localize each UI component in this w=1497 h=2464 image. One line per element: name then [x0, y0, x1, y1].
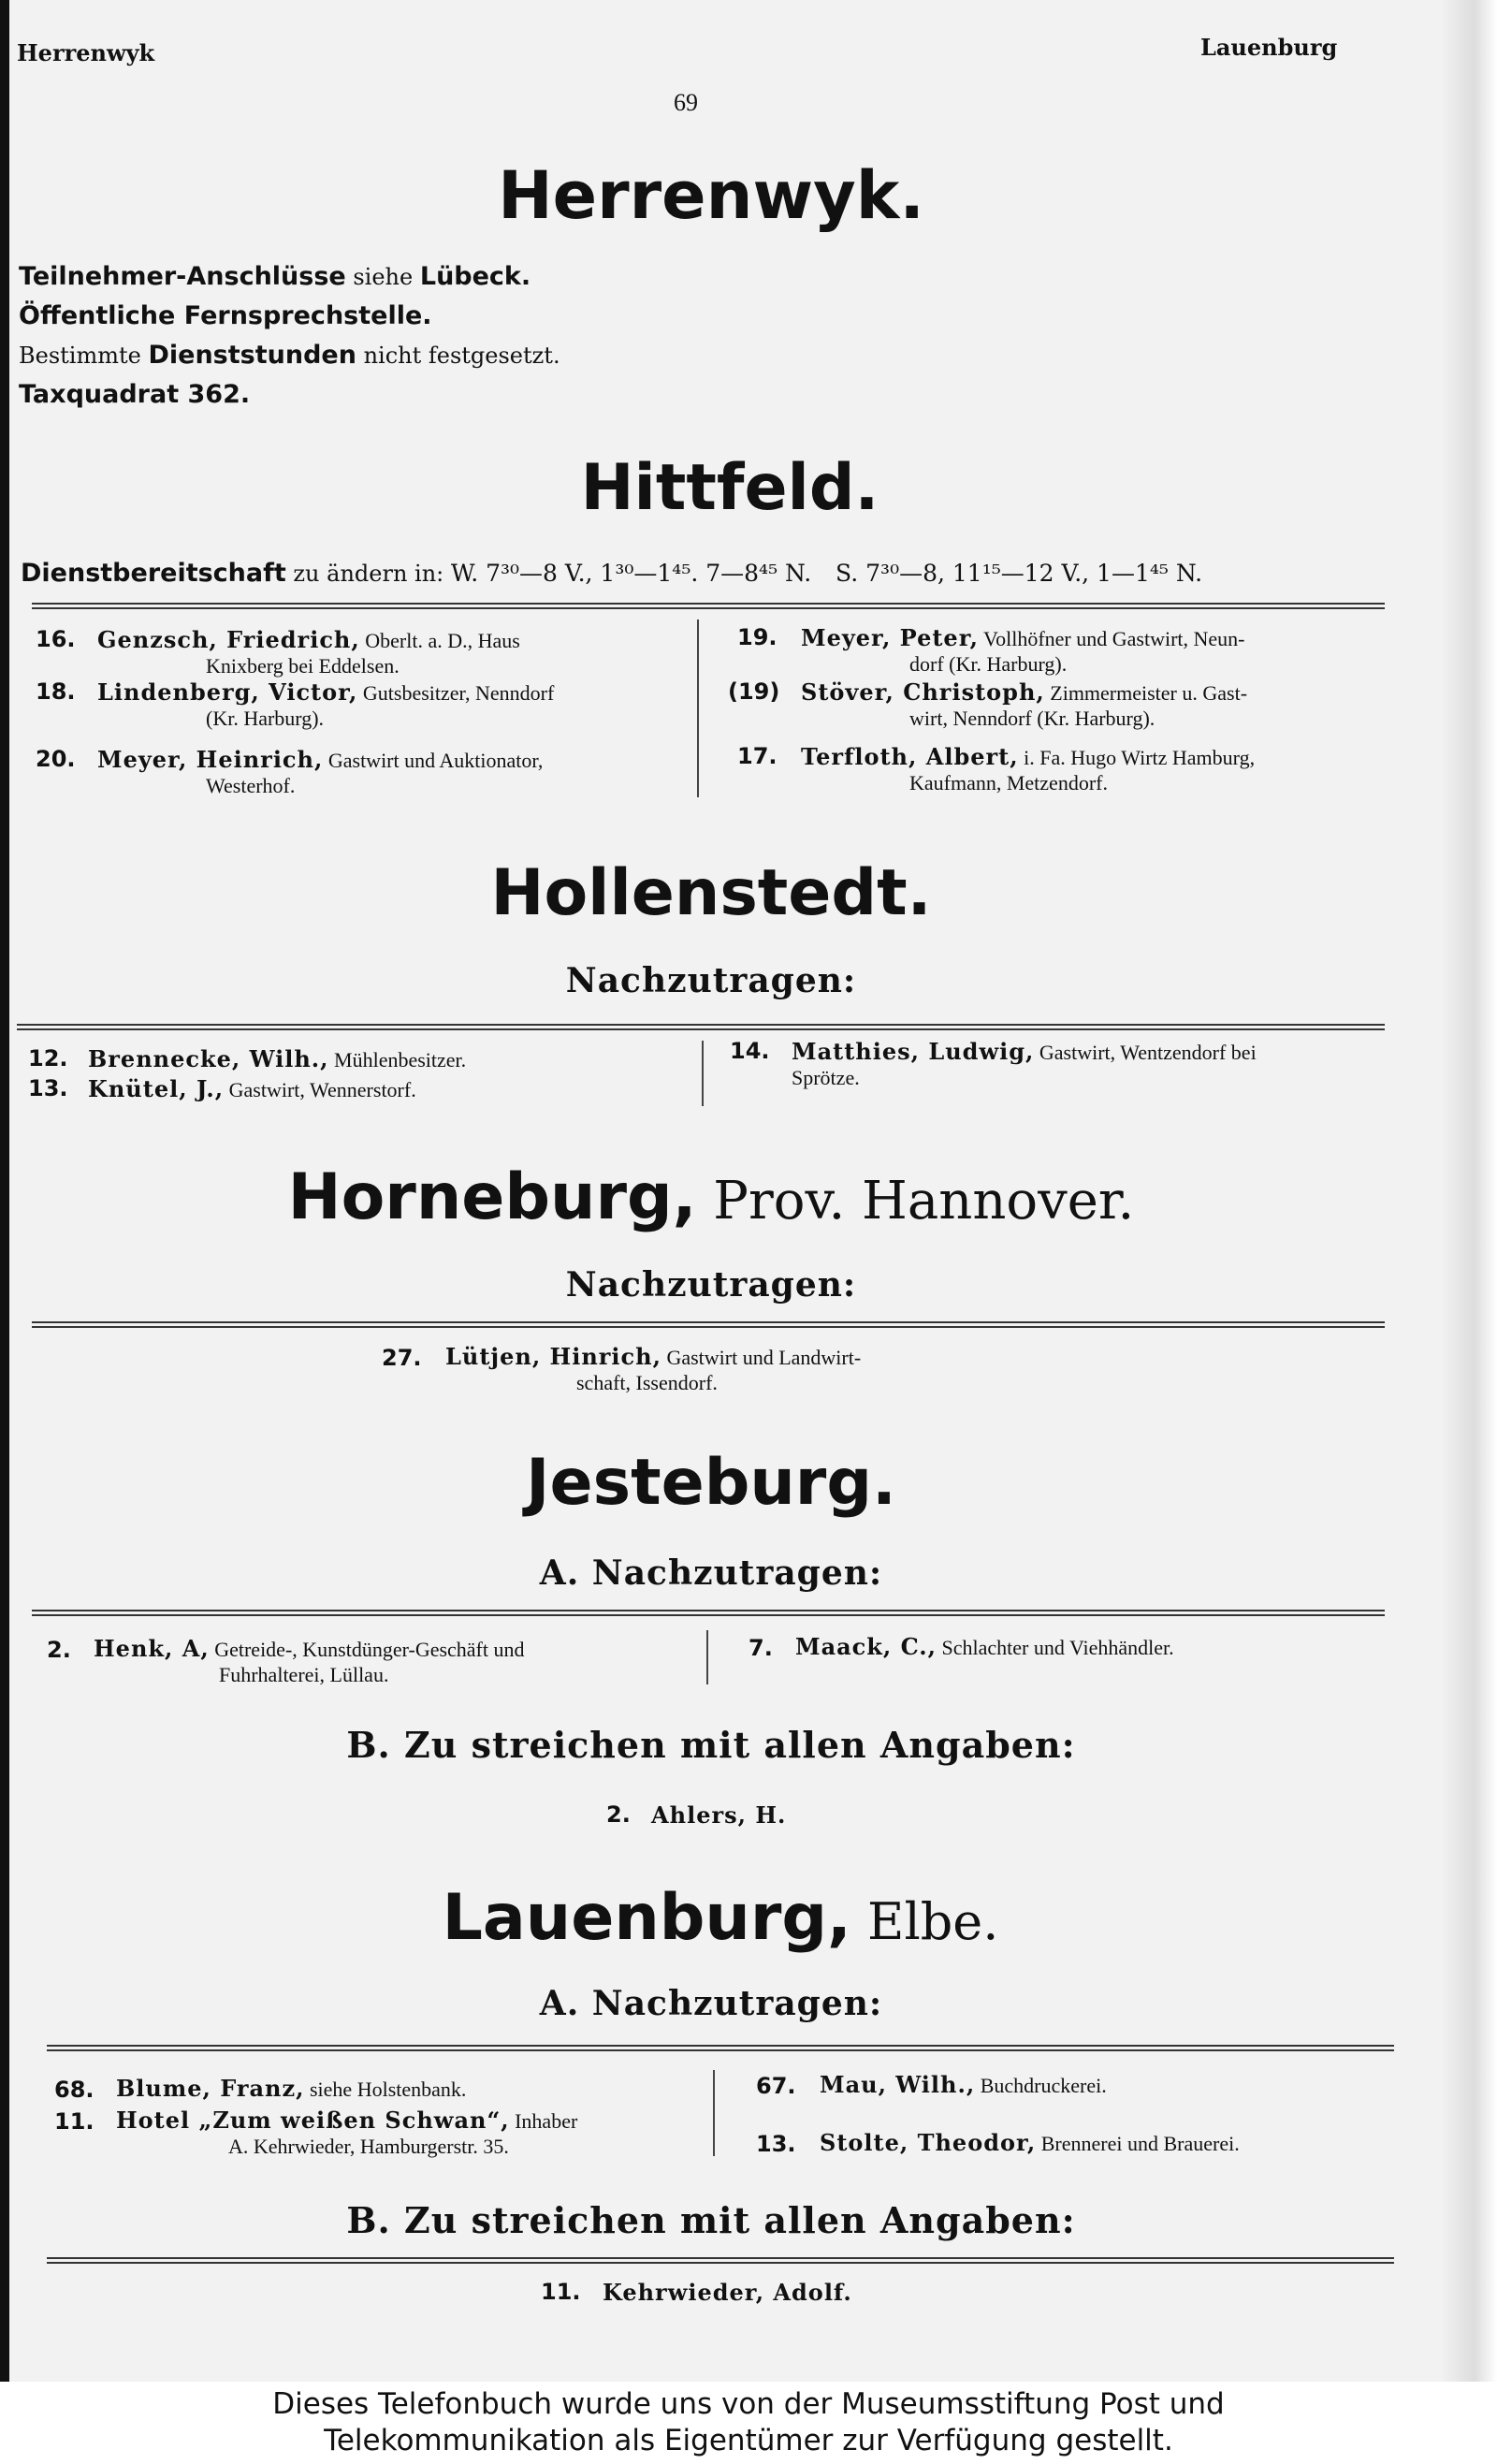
herrenwyk-line-1-normal: siehe — [345, 264, 420, 290]
entry-number: 11. — [541, 2279, 581, 2305]
entry-name: Meyer, Heinrich, — [97, 746, 324, 773]
entry-number: 12. — [28, 1045, 68, 1072]
entry-number: 14. — [730, 1038, 770, 1064]
entry-name: Lütjen, Hinrich, — [445, 1343, 661, 1370]
herrenwyk-line-3-bold: Dienststunden — [148, 341, 356, 370]
entry-name: Blume, Franz, — [116, 2075, 305, 2102]
entry-number: 18. — [36, 678, 76, 705]
entry-detail: Gastwirt, Wennerstorf. — [224, 1078, 416, 1101]
lauenburg-title-main: Lauenburg, — [442, 1881, 851, 1955]
hollenstedt-subhead: Nachzutragen: — [565, 961, 857, 1000]
hittfeld-service-hours — [21, 559, 1202, 588]
horneburg-title-main: Horneburg, — [287, 1160, 697, 1234]
herrenwyk-line-1-bold2: Lübeck. — [419, 262, 531, 291]
entry-name: Brennecke, Wilh., — [88, 1045, 329, 1072]
lauenburg-subhead-a: A. Nachzutragen: — [539, 1984, 883, 2023]
entry-number: (19) — [728, 678, 780, 705]
footer-line-1: Dieses Telefonbuch wurde uns von der Museumsstiftung Post und — [272, 2387, 1225, 2421]
entry-number: 2. — [47, 1637, 71, 1663]
entry-name: Stöver, Christoph, — [801, 678, 1045, 706]
entry-detail: Gastwirt und Auktionator, — [323, 749, 544, 772]
page-edge-right — [1441, 0, 1497, 2382]
entry-detail: Mühlenbesitzer. — [328, 1048, 467, 1072]
entry-number: 67. — [756, 2073, 796, 2099]
entry-name: Genzsch, Friedrich, — [97, 626, 360, 653]
entry-number: 2. — [606, 1801, 631, 1828]
service-hours-sunday: S. 7³⁰—8, 11¹⁵—12 V., 1—1⁴⁵ N. — [836, 560, 1203, 587]
entry-detail-2: A. Kehrwieder, Hamburgerstr. 35. — [228, 2135, 509, 2158]
entry-number: 20. — [36, 746, 76, 772]
herrenwyk-line-2-bold: Öffentliche Fernsprechstelle. — [19, 301, 432, 330]
service-hours-weekday: W. 7³⁰—8 V., 1³⁰—1⁴⁵. 7—8⁴⁵ N. — [450, 560, 812, 587]
entry-name: Ahlers, H. — [651, 1801, 787, 1829]
entry-detail-2: Knixberg bei Eddelsen. — [206, 654, 400, 678]
entry-number: 11. — [54, 2108, 94, 2135]
divider — [32, 1610, 1385, 1616]
entry-detail: Oberlt. a. D., Haus — [359, 629, 520, 652]
entry-detail-2: wirt, Nenndorf (Kr. Harburg). — [909, 707, 1155, 730]
horneburg-title-sub: Prov. Hannover. — [696, 1171, 1135, 1232]
running-head-right: Lauenburg — [1200, 34, 1338, 61]
divider — [17, 1024, 1385, 1030]
section-title-jesteburg: Jesteburg. — [526, 1446, 896, 1520]
entry-detail: Gastwirt und Landwirt- — [661, 1346, 862, 1369]
entry-detail: Brennerei und Brauerei. — [1036, 2132, 1240, 2155]
herrenwyk-line-3 — [19, 341, 560, 370]
section-title-hollenstedt: Hollenstedt. — [490, 856, 932, 930]
entry-detail: Buchdruckerei. — [975, 2074, 1107, 2097]
lauenburg-subhead-b: B. Zu streichen mit allen Angaben: — [346, 2199, 1076, 2241]
entry-detail-2: (Kr. Harburg). — [206, 707, 325, 730]
entry-detail: siehe Holstenbank. — [304, 2078, 467, 2101]
horneburg-subhead: Nachzutragen: — [565, 1265, 857, 1305]
entry-name: Kehrwieder, Adolf. — [603, 2279, 852, 2306]
entry-detail: Inhaber — [509, 2109, 578, 2133]
divider — [47, 2257, 1394, 2264]
page-edge-left — [0, 0, 9, 2382]
entry-number: 68. — [54, 2077, 94, 2103]
entry-detail: Getreide-, Kunstdünger-Geschäft und — [209, 1638, 525, 1661]
lauenburg-title-sub: Elbe. — [850, 1892, 999, 1951]
entry-name: Matthies, Ludwig, — [792, 1038, 1035, 1065]
entry-name: Knütel, J., — [88, 1075, 225, 1102]
entry-name: Maack, C., — [795, 1633, 937, 1660]
divider — [32, 603, 1385, 609]
page-number: 69 — [674, 89, 698, 116]
entry-name: Henk, A, — [94, 1635, 210, 1662]
entry-number: 13. — [756, 2131, 796, 2157]
entry-number: 13. — [28, 1075, 68, 1101]
entry-name: Stolte, Theodor, — [820, 2129, 1037, 2156]
service-hours-label: Dienstbereitschaft — [21, 559, 286, 588]
running-head-left: Herrenwyk — [17, 39, 155, 66]
entry-detail-2: dorf (Kr. Harburg). — [909, 652, 1068, 676]
section-title-horneburg — [19, 1160, 1403, 1234]
herrenwyk-line-1 — [19, 262, 530, 291]
herrenwyk-line-3-normal2: nicht festgesetzt. — [356, 343, 560, 369]
entry-number: 19. — [737, 624, 778, 650]
entry-detail: Zimmermeister u. Gast- — [1044, 681, 1248, 705]
entry-detail: Gastwirt, Wentzendorf bei — [1034, 1041, 1257, 1064]
service-hours-rest: zu ändern in: — [285, 561, 451, 587]
entry-detail: Gutsbesitzer, Nenndorf — [357, 681, 555, 705]
entry-name: Lindenberg, Victor, — [97, 678, 358, 706]
herrenwyk-line-4 — [19, 380, 250, 409]
entry-number: 7. — [748, 1635, 773, 1661]
entry-number: 27. — [382, 1345, 422, 1371]
herrenwyk-line-1-bold: Teilnehmer-Anschlüsse — [19, 262, 346, 291]
entry-name: Terfloth, Albert, — [801, 743, 1019, 770]
divider — [47, 2045, 1394, 2051]
footer-line-2: Telekommunikation als Eigentümer zur Verfügung gestellt. — [324, 2424, 1173, 2457]
section-title-hittfeld: Hittfeld. — [580, 451, 879, 525]
entry-detail-2: schaft, Issendorf. — [576, 1371, 718, 1394]
herrenwyk-line-3-normal: Bestimmte — [19, 343, 149, 369]
entry-number: 17. — [737, 743, 778, 769]
divider — [32, 1321, 1385, 1328]
entry-name: Meyer, Peter, — [801, 624, 979, 651]
entry-detail: i. Fa. Hugo Wirtz Hamburg, — [1018, 746, 1256, 769]
entry-detail: Schlachter und Viehhändler. — [937, 1636, 1174, 1659]
entry-detail: Vollhöfner und Gastwirt, Neun- — [978, 627, 1245, 650]
section-title-herrenwyk: Herrenwyk. — [498, 157, 924, 234]
entry-detail-2: Westerhof. — [206, 774, 296, 797]
entry-detail-2: Fuhrhalterei, Lüllau. — [219, 1663, 389, 1686]
jesteburg-subhead-b: B. Zu streichen mit allen Angaben: — [346, 1724, 1076, 1766]
entry-number: 16. — [36, 626, 76, 652]
entry-detail-2: Sprötze. — [792, 1066, 860, 1089]
section-title-lauenburg — [28, 1881, 1413, 1955]
entry-name: Hotel „Zum weißen Schwan“, — [116, 2107, 510, 2134]
herrenwyk-line-2 — [19, 301, 432, 330]
entry-detail-2: Kaufmann, Metzendorf. — [909, 771, 1108, 795]
jesteburg-subhead-a: A. Nachzutragen: — [539, 1553, 883, 1593]
herrenwyk-line-4-bold: Taxquadrat 362. — [19, 380, 251, 409]
footer-credit — [0, 2382, 1497, 2464]
entry-name: Mau, Wilh., — [820, 2071, 976, 2098]
